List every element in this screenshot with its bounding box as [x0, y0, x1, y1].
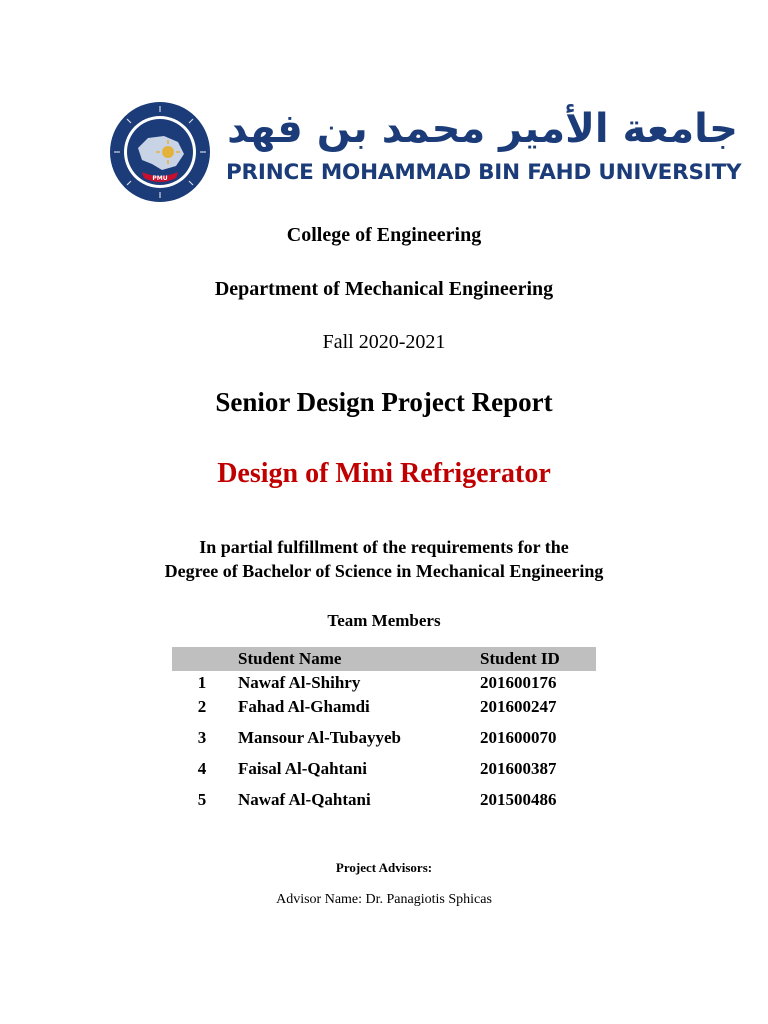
fulfillment-statement-line-1: In partial fulfillment of the requirements for the — [199, 537, 569, 557]
report-type-title: Senior Design Project Report — [215, 387, 553, 417]
member-id: 201600387 — [480, 759, 557, 778]
member-id: 201500486 — [480, 790, 557, 809]
advisor-name: Advisor Name: Dr. Panagiotis Sphicas — [276, 892, 492, 907]
table-row — [172, 695, 596, 726]
seal-mark: PMU — [152, 175, 168, 182]
college-name: College of Engineering — [286, 224, 482, 246]
column-header-student-name: Student Name — [238, 649, 342, 668]
university-name-english: PRINCE MOHAMMAD BIN FAHD UNIVERSITY — [226, 160, 742, 185]
team-members-table — [172, 647, 596, 819]
team-members-heading: Team Members — [327, 611, 441, 630]
university-name-arabic: جامعة الأمير محمد بن فهد — [227, 106, 738, 152]
member-name: Fahad Al-Ghamdi — [238, 697, 370, 716]
member-id: 201600070 — [480, 728, 557, 747]
member-number: 3 — [197, 728, 207, 747]
team-table-header — [172, 647, 596, 671]
table-row — [172, 726, 596, 757]
table-row — [172, 757, 596, 788]
fulfillment-statement-line-2: Degree of Bachelor of Science in Mechanical Engineering — [164, 561, 604, 581]
department-name: Department of Mechanical Engineering — [214, 278, 554, 300]
member-name: Faisal Al-Qahtani — [238, 759, 367, 778]
table-row — [172, 788, 596, 819]
member-number: 5 — [197, 790, 207, 809]
member-id: 201600176 — [480, 673, 557, 692]
university-logo — [108, 100, 742, 210]
member-number: 4 — [197, 759, 207, 778]
member-number: 1 — [197, 673, 207, 692]
project-advisors-label: Project Advisors: — [335, 860, 433, 875]
member-name: Mansour Al-Tubayyeb — [238, 728, 401, 747]
table-row — [172, 671, 596, 695]
project-title: Design of Mini Refrigerator — [217, 458, 551, 489]
member-number: 2 — [197, 697, 207, 716]
member-name: Nawaf Al-Qahtani — [238, 790, 371, 809]
academic-term: Fall 2020-2021 — [322, 331, 446, 353]
column-header-student-id: Student ID — [480, 649, 560, 668]
member-name: Nawaf Al-Shihry — [238, 673, 361, 692]
member-id: 201600247 — [480, 697, 557, 716]
university-seal-icon — [108, 100, 212, 204]
